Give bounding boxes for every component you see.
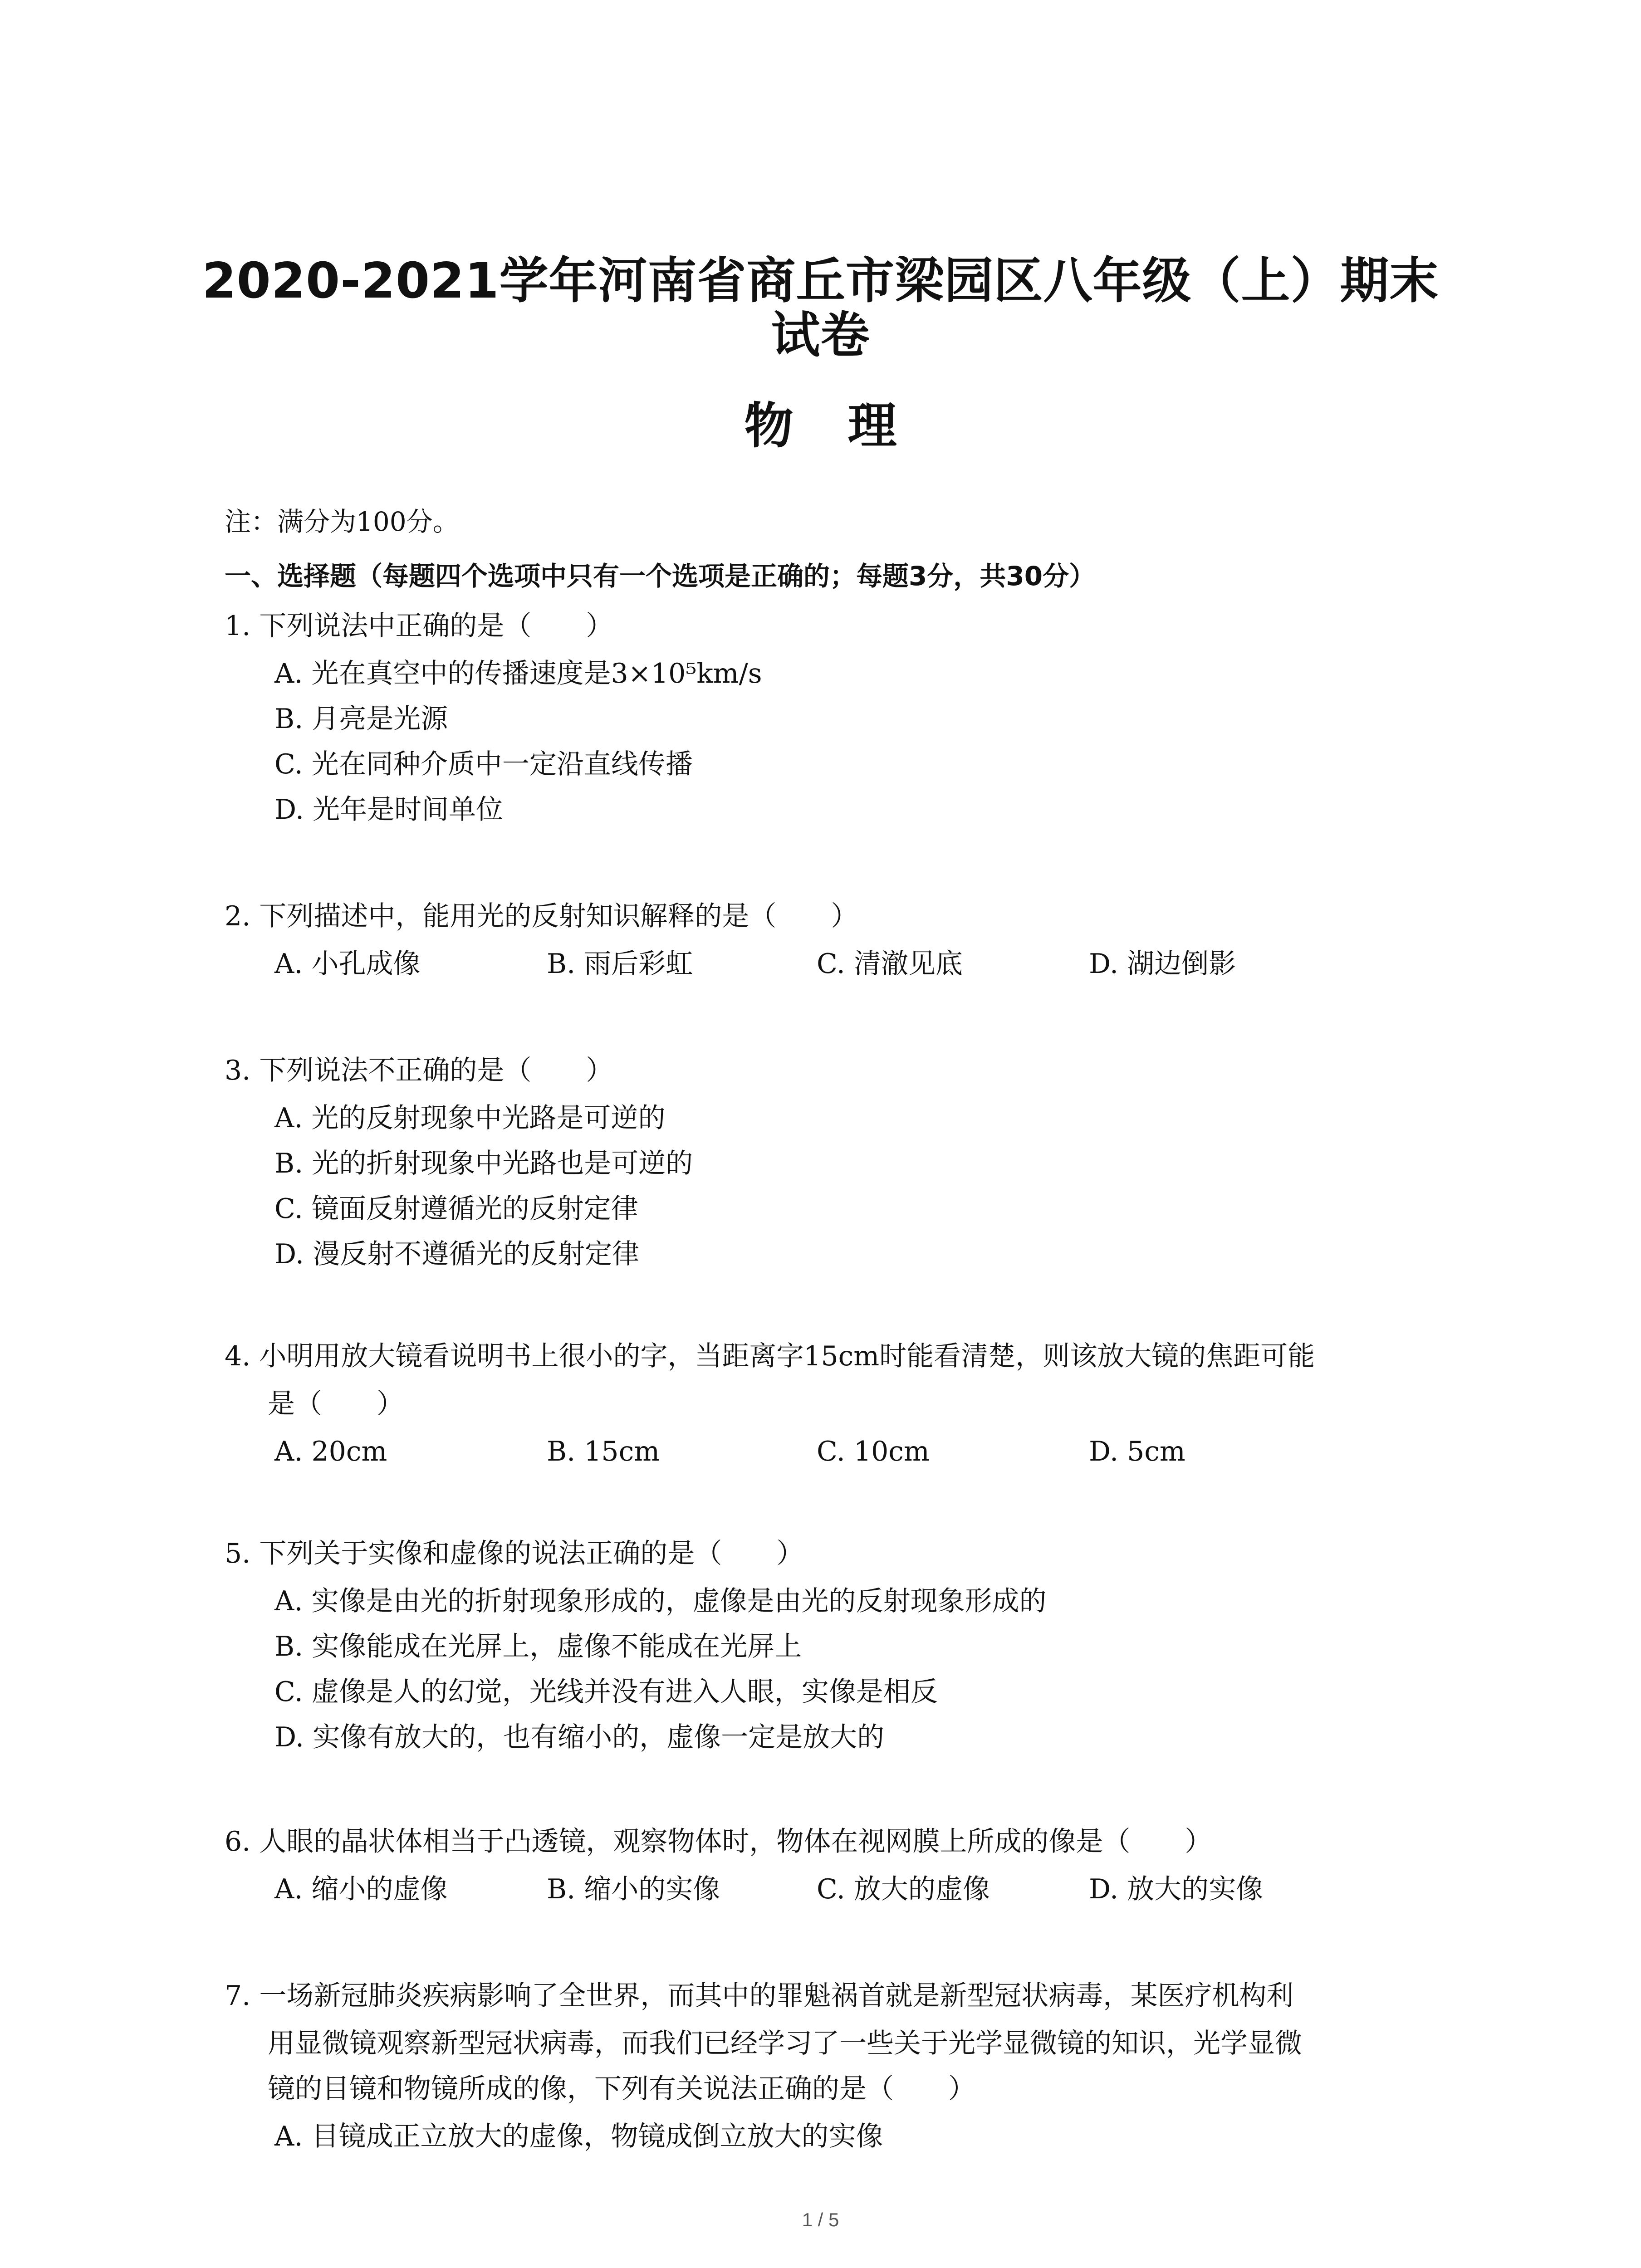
question-1-option-d: D. 光年是时间单位: [274, 794, 504, 826]
question-7-stem-line-3: 镜的目镜和物镜所成的像，下列有关说法正确的是（ ）: [268, 2073, 975, 2105]
question-3-option-c: C. 镜面反射遵循光的反射定律: [274, 1193, 638, 1225]
question-4-option-c: C. 10cm: [817, 1436, 930, 1467]
question-4-option-d: D. 5cm: [1089, 1436, 1185, 1467]
question-1-stem: 1. 下列说法中正确的是（ ）: [225, 610, 613, 642]
exam-title-line-1: 2020-2021学年河南省商丘市梁园区八年级（上）期末: [202, 253, 1439, 309]
question-1-option-b: B. 月亮是光源: [274, 703, 448, 735]
score-note: 注：满分为100分。: [225, 506, 459, 537]
question-5-option-d: D. 实像有放大的，也有缩小的，虚像一定是放大的: [274, 1721, 885, 1753]
question-3-option-d: D. 漫反射不遵循光的反射定律: [274, 1238, 640, 1270]
question-3-option-b: B. 光的折射现象中光路也是可逆的: [274, 1148, 693, 1179]
question-2-option-d: D. 湖边倒影: [1089, 948, 1236, 980]
question-6-option-a: A. 缩小的虚像: [274, 1873, 448, 1905]
question-7-option-a: A. 目镜成正立放大的虚像，物镜成倒立放大的实像: [274, 2121, 883, 2152]
question-1-option-a: A. 光在真空中的传播速度是3×10⁵km/s: [274, 658, 762, 689]
question-5-option-b: B. 实像能成在光屏上，虚像不能成在光屏上: [274, 1631, 802, 1662]
question-6-option-b: B. 缩小的实像: [547, 1873, 720, 1905]
subject-heading: 物理: [744, 398, 951, 455]
question-3-stem: 3. 下列说法不正确的是（ ）: [225, 1055, 613, 1086]
page-number: 1 / 5: [802, 2209, 839, 2230]
question-1-option-c: C. 光在同种介质中一定沿直线传播: [274, 748, 693, 780]
question-4-option-a: A. 20cm: [274, 1436, 387, 1467]
question-5-stem: 5. 下列关于实像和虚像的说法正确的是（ ）: [225, 1538, 804, 1569]
question-2-option-c: C. 清澈见底: [817, 948, 963, 980]
question-6-option-d: D. 放大的实像: [1089, 1873, 1264, 1905]
question-4-option-b: B. 15cm: [547, 1436, 660, 1467]
question-5-option-c: C. 虚像是人的幻觉，光线并没有进入人眼，实像是相反: [274, 1676, 938, 1708]
question-2-stem: 2. 下列描述中，能用光的反射知识解释的是（ ）: [225, 900, 858, 932]
question-2-option-b: B. 雨后彩虹: [547, 948, 693, 980]
question-4-stem-line-2: 是（ ）: [268, 1388, 404, 1420]
question-6-option-c: C. 放大的虚像: [817, 1873, 990, 1905]
exam-title-line-2: 试卷: [771, 307, 870, 364]
question-2-option-a: A. 小孔成像: [274, 948, 421, 980]
question-3-option-a: A. 光的反射现象中光路是可逆的: [274, 1102, 666, 1134]
question-7-stem-line-2: 用显微镜观察新型冠状病毒，而我们已经学习了一些关于光学显微镜的知识，光学显微: [268, 2028, 1302, 2059]
question-5-option-a: A. 实像是由光的折射现象形成的，虚像是由光的反射现象形成的: [274, 1585, 1047, 1617]
question-6-stem: 6. 人眼的晶状体相当于凸透镜，观察物体时，物体在视网膜上所成的像是（ ）: [225, 1826, 1212, 1857]
question-7-stem-line-1: 7. 一场新冠肺炎疾病影响了全世界，而其中的罪魁祸首就是新型冠状病毒，某医疗机构利: [225, 1980, 1294, 2012]
question-4-stem-line-1: 4. 小明用放大镜看说明书上很小的字，当距离字15cm时能看清楚，则该放大镜的焦距可能: [225, 1340, 1315, 1372]
section-heading-choice: 一、选择题（每题四个选项中只有一个选项是正确的；每题3分，共30分）: [225, 561, 1096, 591]
